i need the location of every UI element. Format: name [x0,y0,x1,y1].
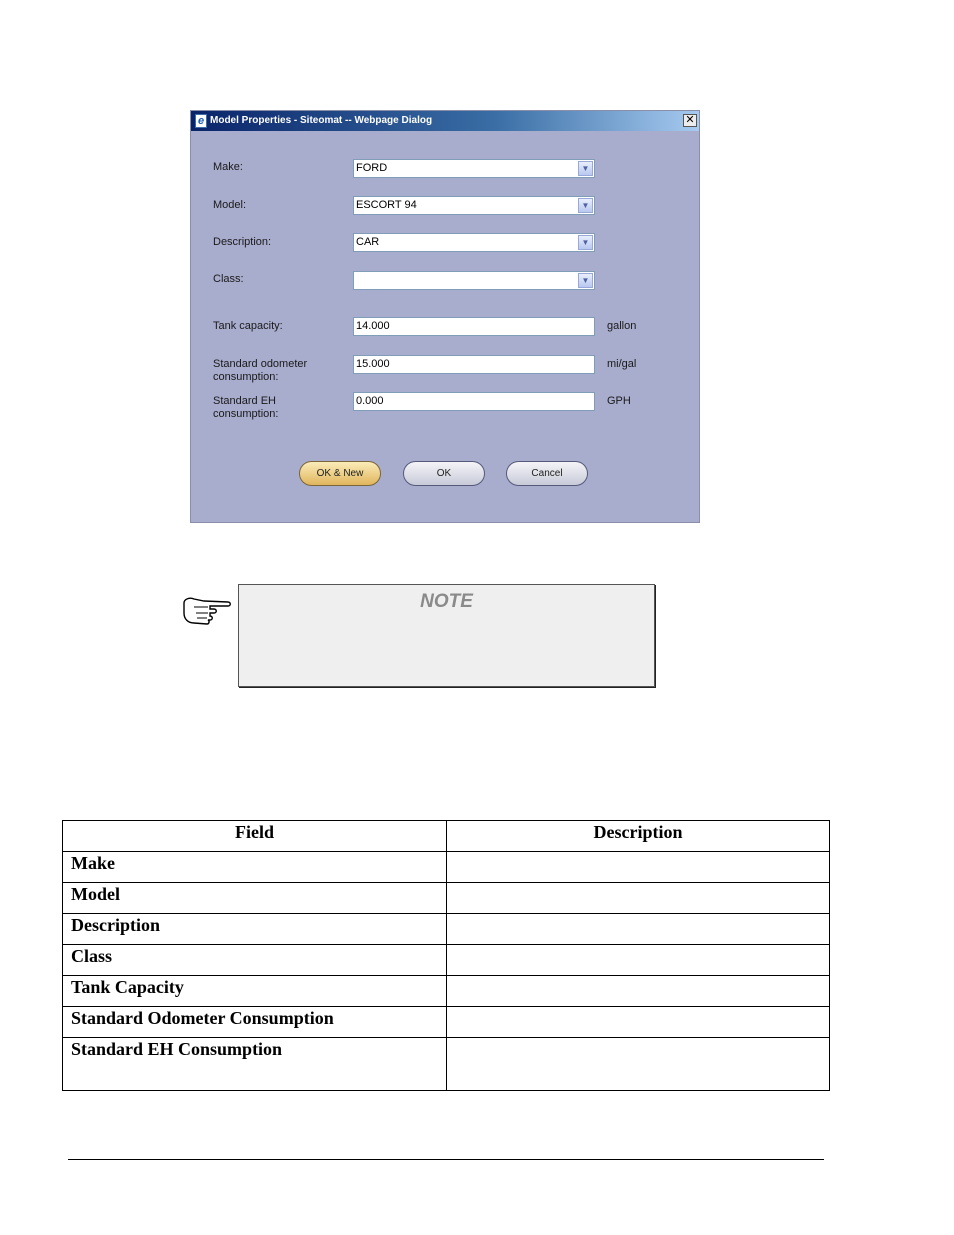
tank-capacity-unit: gallon [607,320,637,332]
description-select[interactable] [353,233,595,252]
class-label: Class: [213,273,244,285]
make-label: Make: [213,161,243,173]
table-row [63,883,830,914]
odometer-label-line2: consumption: [213,371,279,383]
pointing-hand-icon [180,593,232,625]
field-name: Description [63,914,447,945]
ok-and-new-button[interactable]: OK & New [299,461,381,486]
odometer-consumption-label [213,358,307,384]
field-name: Class [63,945,447,976]
browser-icon: e [195,114,207,128]
ok-button[interactable]: OK [403,461,485,486]
field-description [447,914,830,945]
model-select[interactable] [353,196,595,215]
field-description [447,1038,830,1091]
eh-label-line2: consumption: [213,408,279,420]
model-properties-dialog [190,110,700,523]
field-name: Standard EH Consumption [63,1038,447,1091]
dialog-titlebar [191,111,699,131]
table-row [63,1007,830,1038]
description-value: CAR [356,236,380,248]
eh-consumption-input[interactable]: 0.000 [353,392,595,411]
make-value: FORD [356,162,388,174]
chevron-down-icon[interactable]: ▼ [578,198,593,213]
table-row [63,852,830,883]
note-title: NOTE [420,591,473,612]
field-description [447,1007,830,1038]
field-description [447,976,830,1007]
odometer-consumption-unit: mi/gal [607,358,637,370]
table-row [63,945,830,976]
field-description [447,852,830,883]
close-button[interactable]: ✕ [683,114,697,127]
class-select[interactable] [353,271,595,290]
field-column-header: Field [63,821,447,852]
tank-capacity-input[interactable]: 14.000 [353,317,595,336]
eh-label-line1: Standard EH [213,395,276,407]
field-description [447,883,830,914]
note-box [238,584,655,687]
field-name: Standard Odometer Consumption [63,1007,447,1038]
odometer-consumption-input[interactable]: 15.000 [353,355,595,374]
field-description [447,945,830,976]
field-name: Model [63,883,447,914]
eh-consumption-label [213,395,278,421]
model-label: Model: [213,199,247,211]
dialog-title: Model Properties - Siteomat -- Webpage Dialog [210,115,433,126]
footer-divider [68,1159,824,1160]
odometer-label-line1: Standard odometer [213,358,308,370]
eh-consumption-unit: GPH [607,395,631,407]
chevron-down-icon[interactable]: ▼ [578,235,593,250]
tank-capacity-label: Tank capacity: [213,320,283,332]
chevron-down-icon[interactable]: ▼ [578,273,593,288]
model-value: ESCORT 94 [356,199,417,211]
description-column-header: Description [447,821,830,852]
table-row [63,976,830,1007]
description-label: Description: [213,236,272,248]
make-select[interactable] [353,159,595,178]
field-name: Make [63,852,447,883]
chevron-down-icon[interactable]: ▼ [578,161,593,176]
fields-table [62,820,830,1091]
table-row [63,914,830,945]
table-row [63,1038,830,1091]
table-header-row [63,821,830,852]
field-name: Tank Capacity [63,976,447,1007]
cancel-button[interactable]: Cancel [506,461,588,486]
